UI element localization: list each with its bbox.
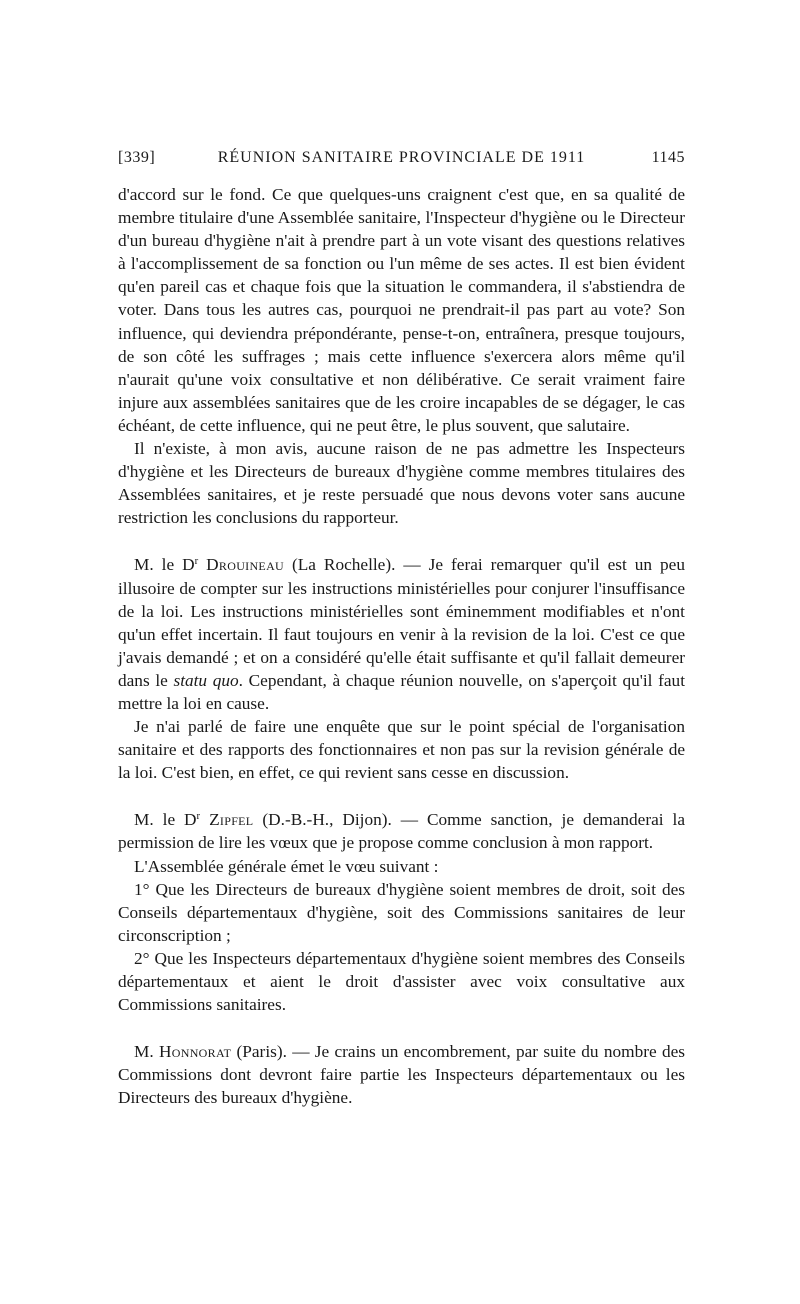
speaker-name: Zipfel bbox=[209, 810, 254, 830]
page-reference: [339] bbox=[118, 149, 156, 166]
running-title: RÉUNION SANITAIRE PROVINCIALE DE 1911 bbox=[217, 149, 586, 166]
italic-phrase: statu quo bbox=[173, 670, 239, 690]
paragraph-voeu-intro: L'Assemblée générale émet le vœu suivant : bbox=[134, 856, 439, 876]
speaker-drouineau-paragraph bbox=[118, 553, 685, 715]
page-number: 1145 bbox=[651, 149, 685, 166]
voeu-item-1: 1° Que les Directeurs de bureaux d'hygiène soient membres de droit, soit des Conseils départementaux d'hygiène, soit des Commissions sanitaires de leur circonscription ; bbox=[118, 879, 685, 945]
voeu-item-2: 2° Que les Inspecteurs départementaux d'hygiène soient membres des Conseils départementaux et aient le droit d'assister avec voix consultative aux Commissions sanitaires. bbox=[118, 948, 685, 1015]
speaker-title-sup: r bbox=[196, 810, 201, 823]
speaker-zipfel-paragraph bbox=[118, 808, 685, 854]
paragraph-conclusion: Il n'existe, à mon avis, aucune raison de ne pas admettre les Inspecteurs d'hygiène et les Directeurs de bureaux d'hygiène comme membres titulaires des Assemblées sanitaires, et je reste persuadé que nous devons voter sans aucune restriction les conclusions du rapporteur. bbox=[118, 439, 685, 528]
speech-text: (D.-B.-H., Dijon). — Comme sanction, je demanderai la permission de lire les vœux que je propose comme conclusion à mon rapport. bbox=[118, 810, 685, 853]
speaker-name: Honnorat bbox=[159, 1042, 232, 1062]
paragraph-enquete: Je n'ai parlé de faire une enquête que sur le point spécial de l'organisation sanitaire et des rapports des fonctionnaires et non pas sur la revision générale de la loi. C'est bien, en effet, ce qui revient sans cesse en discussion. bbox=[118, 717, 685, 783]
speech-text-cont: . Cependant, à chaque réunion nouvelle, on s'aperçoit qu'il faut mettre la loi en cause. bbox=[118, 670, 685, 713]
speaker-title: M. bbox=[134, 1042, 159, 1062]
paragraph-continuation: d'accord sur le fond. Ce que quelques-uns craignent c'est que, en sa qualité de membre titulaire d'une Assemblée sanitaire, l'Inspecteur d'hygiène ou le Directeur d'un bureau d'hygiène n'ait à prendre part à un vote visant des questions relatives à l'accomplissement de sa fonction ou l'un même de ses actes. Il est bien évident qu'en pareil cas et chaque fois que la situation le commandera, il s'abstiendra de voter. Dans tous les autres cas, pourquoi ne prendrait-il pas part au vote? Son influence, qui deviendra prépondérante, pense-t-on, entraînera, presque toujours, de son côté les suffrages ; mais cette influence s'exercera alors même qu'il n'aurait qu'une voix consultative et non délibérative. Ce serait vraiment faire injure aux assemblées sanitaires que de les croire incapables de se dégager, le cas échéant, de cette influence, qui ne peut être, le plus souvent, que salutaire. bbox=[118, 185, 685, 435]
speaker-honnorat-paragraph bbox=[118, 1040, 685, 1109]
speaker-title: M. le D bbox=[134, 810, 197, 830]
speaker-title-sup: r bbox=[194, 555, 199, 568]
speaker-title: M. le D bbox=[134, 555, 195, 575]
speech-text: (La Rochelle). — Je ferai remarquer qu'il est un peu illusoire de compter sur les instructions ministérielles pour conjurer l'insuffisance de la loi. Les instructions ministérielles sont éminemment modifiables et n'ont qu'un effet incertain. Il faut toujours en venir à la revision de la loi. C'est ce que j'avais demandé ; et on a considéré qu'elle était suffisante et qu'il fallait demeurer dans le bbox=[118, 555, 685, 690]
speaker-name: Drouineau bbox=[206, 555, 284, 575]
speech-text: (Paris). — Je crains un encombrement, par suite du nombre des Commissions dont devront faire partie les Inspecteurs départementaux ou les Directeurs des bureaux d'hygiène. bbox=[118, 1042, 685, 1108]
page-body bbox=[118, 183, 685, 1109]
